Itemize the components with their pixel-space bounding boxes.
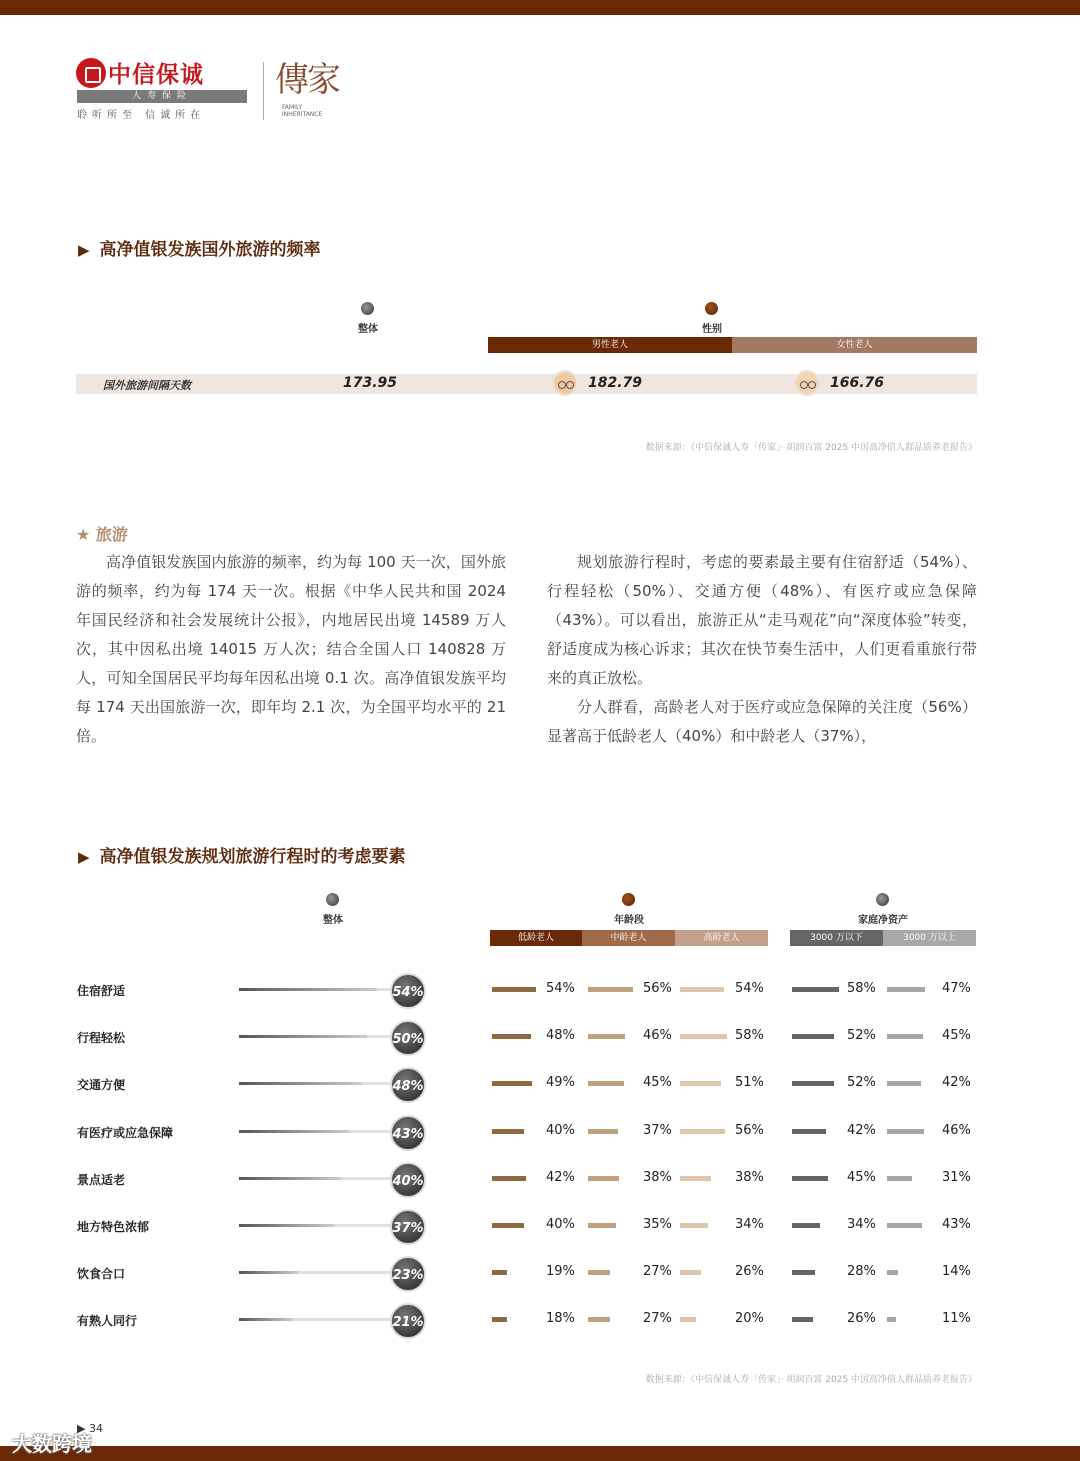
- bar-2: [588, 1270, 610, 1275]
- bar-1: [492, 1129, 524, 1134]
- value-label: 45%: [942, 1028, 971, 1044]
- bar-4: [792, 1270, 815, 1275]
- bar-2: [588, 1317, 610, 1322]
- value-label: 37%: [643, 1122, 672, 1138]
- product-logo: 傳家: [275, 60, 339, 100]
- overall-bar: [239, 1271, 298, 1274]
- row-label: 行程轻松: [77, 1031, 126, 1046]
- overall-value-bubble: 21%: [390, 1303, 426, 1339]
- value-label: 56%: [643, 981, 672, 996]
- asset-dot-icon: [876, 893, 889, 906]
- value-label: 54%: [735, 981, 764, 996]
- col-gender: 性别: [702, 324, 722, 335]
- watermark: 大数跨境: [12, 1432, 92, 1456]
- value-label: 47%: [942, 981, 971, 996]
- overall-bar: [239, 1035, 367, 1038]
- bar-4: [792, 1081, 834, 1086]
- bottom-border-bar: [0, 1446, 1080, 1461]
- triangle-icon: ▶: [78, 241, 90, 259]
- value-label: 52%: [847, 1075, 876, 1091]
- overall-value-bubble: 40%: [390, 1162, 426, 1198]
- value-label: 40%: [546, 1217, 575, 1232]
- bar-3: [680, 1223, 708, 1228]
- age-dot-icon: [622, 893, 635, 906]
- value-label: 14%: [942, 1264, 971, 1280]
- bar-5: [887, 1129, 924, 1134]
- band-age-low: 低龄老人: [490, 930, 582, 946]
- product-logo-en: FAMILY INHERITANCE: [282, 104, 323, 118]
- value-label: 19%: [546, 1264, 575, 1280]
- value-label: 48%: [546, 1028, 575, 1044]
- overall-value-bubble: 37%: [390, 1209, 426, 1245]
- row-label: 景点适老: [77, 1172, 126, 1187]
- brand-slogan: 聆听所至 信诚所在: [77, 110, 206, 121]
- bar-2: [588, 1081, 624, 1086]
- value-label: 20%: [735, 1311, 764, 1327]
- value-label: 34%: [847, 1217, 876, 1232]
- band-asset-low: 3000 万以下: [790, 930, 883, 946]
- value-label: 28%: [847, 1264, 876, 1280]
- paragraph: 高净值银发族国内旅游的频率，约为每 100 天一次，国外旅游的频率，约为每 174 天一次。根据《中华人民共和国 2024 年国民经济和社会发展统计公报》，内地居民出境 14589 万人次，其中因私出境 14015 万人次；结合全国人口 140828 万人，可知全国居民平均每年因私出境 0.1 次。高净值银发族平均每 174 天出国旅游一次，即年均 2.1 次，为全国平均水平的 21 倍。: [76, 553, 506, 745]
- value-label: 26%: [735, 1264, 764, 1280]
- bar-4: [792, 1129, 826, 1134]
- bar-1: [492, 987, 536, 992]
- value-label: 56%: [735, 1122, 764, 1138]
- bar-2: [588, 1176, 619, 1181]
- value-label: 31%: [942, 1169, 971, 1185]
- overall-bar: [239, 1224, 334, 1227]
- value-label: 38%: [735, 1169, 764, 1185]
- band-asset-high: 3000 万以上: [883, 930, 976, 946]
- bar-5: [887, 987, 925, 992]
- value-label: 46%: [942, 1122, 971, 1138]
- value-label: 40%: [546, 1122, 575, 1138]
- bar-1: [492, 1176, 526, 1181]
- overall-value-bubble: 50%: [390, 1020, 426, 1056]
- bar-3: [680, 1034, 727, 1039]
- citic-logo-icon: [76, 58, 106, 88]
- bar-1: [492, 1270, 507, 1275]
- col-asset: 家庭净资产: [858, 915, 908, 926]
- bar-1: [492, 1317, 507, 1322]
- bar-2: [588, 1223, 616, 1228]
- value-label: 35%: [643, 1217, 672, 1232]
- bar-5: [887, 1034, 923, 1039]
- bar-3: [680, 1129, 725, 1134]
- value-label: 46%: [643, 1028, 672, 1044]
- band-age-mid: 中龄老人: [582, 930, 675, 946]
- value-label: 52%: [847, 1028, 876, 1044]
- col-age: 年龄段: [614, 915, 644, 926]
- col-overall: 整体: [358, 324, 378, 335]
- right-paragraph: [547, 548, 977, 751]
- bar-4: [792, 1317, 813, 1322]
- bar-3: [680, 1317, 696, 1322]
- bar-4: [792, 1176, 828, 1181]
- row-label: 交通方便: [77, 1078, 126, 1093]
- star-icon: ★: [76, 525, 96, 544]
- value-label: 34%: [735, 1217, 764, 1232]
- overall-dot-icon: [361, 302, 374, 315]
- triangle-icon: ▶: [78, 848, 90, 866]
- travel-heading: ★ 旅游: [76, 525, 128, 544]
- row-label: 饮食合口: [77, 1267, 126, 1282]
- bar-5: [887, 1176, 912, 1181]
- bar-5: [887, 1081, 921, 1086]
- overall-value-bubble: 43%: [390, 1115, 426, 1151]
- paragraph: 分人群看，高龄老人对于医疗或应急保障的关注度（56%）显著高于低龄老人（40%）和中龄老人（37%），: [547, 698, 977, 745]
- section2-title: ▶ 高净值银发族规划旅游行程时的考虑要素: [78, 847, 406, 867]
- bar-1: [492, 1081, 532, 1086]
- band-male: 男性老人: [488, 337, 732, 353]
- value-overall: 173.95: [343, 375, 398, 391]
- bar-5: [887, 1223, 922, 1228]
- value-label: 43%: [942, 1217, 971, 1232]
- value-label: 42%: [942, 1075, 971, 1091]
- value-male: 182.79: [588, 375, 643, 391]
- overall-value-bubble: 23%: [390, 1256, 426, 1292]
- value-label: 45%: [643, 1075, 672, 1091]
- value-label: 38%: [643, 1169, 672, 1185]
- overall-value-bubble: 54%: [390, 973, 426, 1009]
- col-overall: 整体: [323, 915, 343, 926]
- top-border-bar: [0, 0, 1080, 15]
- value-label: 18%: [546, 1311, 575, 1327]
- bar-4: [792, 1223, 820, 1228]
- page-number: ▶ 34: [77, 1422, 103, 1435]
- value-label: 49%: [546, 1075, 575, 1091]
- row-label: 国外旅游间隔天数: [103, 379, 191, 392]
- elderly-man-icon: [552, 370, 578, 396]
- bar-3: [680, 1081, 721, 1086]
- bar-2: [588, 1034, 625, 1039]
- value-label: 45%: [847, 1169, 876, 1185]
- overall-bar: [239, 1318, 293, 1321]
- elderly-woman-icon: [794, 370, 820, 396]
- row-label: 地方特色浓郁: [77, 1220, 150, 1234]
- bar-3: [680, 987, 724, 992]
- logo-divider: [263, 62, 264, 120]
- row-label: 住宿舒适: [77, 984, 126, 998]
- bar-1: [492, 1034, 531, 1039]
- section1-title: ▶ 高净值银发族国外旅游的频率: [78, 240, 321, 260]
- bar-2: [588, 1129, 618, 1134]
- value-label: 27%: [643, 1264, 672, 1280]
- overall-bar: [239, 1082, 362, 1085]
- overall-bar: [239, 1130, 349, 1133]
- bar-2: [588, 987, 633, 992]
- brand-sub: 人寿保险: [131, 91, 192, 101]
- overall-value-bubble: 48%: [390, 1067, 426, 1103]
- brand-name: 中信保诚: [108, 62, 204, 88]
- gender-dot-icon: [705, 302, 718, 315]
- value-label: 54%: [546, 981, 575, 996]
- row-label: 有熟人同行: [77, 1314, 138, 1329]
- value-label: 27%: [643, 1311, 672, 1327]
- bar-4: [792, 987, 839, 992]
- value-label: 51%: [735, 1075, 764, 1091]
- value-label: 58%: [847, 981, 876, 996]
- value-label: 42%: [546, 1169, 575, 1185]
- band-age-high: 高龄老人: [675, 930, 768, 946]
- band-female: 女性老人: [732, 337, 977, 353]
- bar-5: [887, 1317, 896, 1322]
- paragraph: 规划旅游行程时，考虑的要素最主要有住宿舒适（54%）、行程轻松（50%）、交通方便（48%）、有医疗或应急保障（43%）。可以看出，旅游正从“走马观花”向“深度体验”转变，舒适度成为核心诉求；其次在快节奏生活中，人们更看重旅行带来的真正放松。: [547, 553, 977, 687]
- value-label: 26%: [847, 1311, 876, 1327]
- overall-dot-icon: [326, 893, 339, 906]
- overall-bar: [239, 988, 377, 991]
- bar-3: [680, 1270, 701, 1275]
- row-label: 有医疗或应急保障: [77, 1125, 174, 1140]
- bar-5: [887, 1270, 898, 1275]
- value-label: 11%: [942, 1311, 971, 1327]
- bar-3: [680, 1176, 711, 1181]
- bar-1: [492, 1223, 524, 1228]
- source-note-1: 数据来源：《中信保诚人寿「传家」· 胡润百富 2025 中国高净值人群品质养老报告》: [645, 443, 977, 453]
- value-label: 42%: [847, 1122, 876, 1138]
- source-note-2: 数据来源：《中信保诚人寿「传家」· 胡润百富 2025 中国高净值人群品质养老报告》: [645, 1375, 977, 1385]
- value-label: 58%: [735, 1028, 764, 1044]
- bar-4: [792, 1034, 834, 1039]
- value-female: 166.76: [830, 375, 885, 391]
- left-paragraph: [76, 548, 506, 751]
- overall-bar: [239, 1177, 341, 1180]
